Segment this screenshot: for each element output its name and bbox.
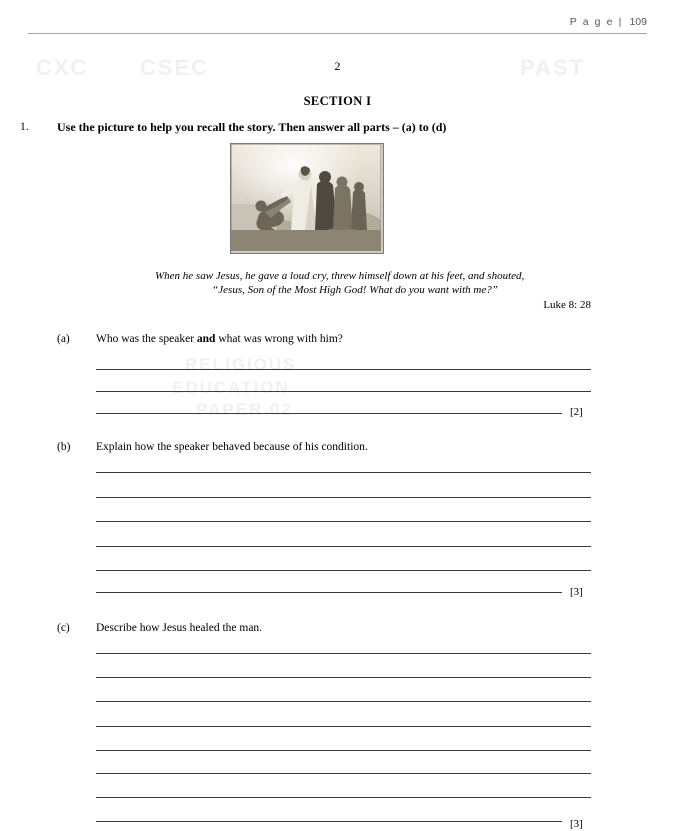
part-label-a: (a) bbox=[57, 333, 70, 345]
part-prompt-a bbox=[96, 333, 343, 345]
header-divider bbox=[28, 33, 647, 34]
answer-line[interactable] bbox=[96, 521, 591, 522]
answer-line[interactable] bbox=[96, 497, 591, 498]
quotation-line-2: “Jesus, Son of the Most High God! What do you want with me?” bbox=[212, 283, 498, 296]
answer-line[interactable] bbox=[96, 592, 562, 593]
part-label-b: (b) bbox=[57, 441, 71, 453]
folio-number: 2 bbox=[334, 59, 341, 73]
answer-line[interactable] bbox=[96, 546, 591, 547]
page-number: 109 bbox=[629, 16, 647, 28]
answer-line[interactable] bbox=[96, 797, 591, 798]
answer-line[interactable] bbox=[96, 677, 591, 678]
watermark-text: EDUCATION bbox=[172, 378, 290, 397]
marks-allocation-c: [3] bbox=[570, 818, 583, 830]
answer-line[interactable] bbox=[96, 701, 591, 702]
watermark-text: PAST bbox=[520, 55, 586, 80]
answer-line[interactable] bbox=[96, 726, 591, 727]
answer-line[interactable] bbox=[96, 472, 591, 473]
marks-allocation-a: [2] bbox=[570, 406, 583, 418]
part-b-text-before: Explain how the speaker behaved because of his condition. bbox=[96, 441, 368, 453]
part-a-text-before: Who was the speaker bbox=[96, 333, 197, 345]
watermark-text: CXC bbox=[36, 55, 89, 80]
question-illustration bbox=[230, 143, 384, 254]
part-a-text-bold: and bbox=[196, 333, 216, 345]
part-label-c: (c) bbox=[57, 622, 70, 634]
answer-line[interactable] bbox=[96, 570, 591, 571]
answer-line[interactable] bbox=[96, 653, 591, 654]
answer-line[interactable] bbox=[96, 369, 591, 370]
scripture-quotation bbox=[155, 270, 555, 298]
question-stem: Use the picture to help you recall the story. Then answer all parts – (a) to (d) bbox=[57, 120, 447, 134]
answer-line[interactable] bbox=[96, 773, 591, 774]
part-a-text-after: what was wrong with him? bbox=[215, 333, 343, 345]
answer-line[interactable] bbox=[96, 391, 591, 392]
watermark-text: CSEC bbox=[140, 55, 210, 80]
page-header bbox=[570, 16, 647, 28]
watermark-text: RELIGIOUS bbox=[185, 355, 297, 374]
scripture-reference: Luke 8: 28 bbox=[543, 299, 591, 311]
part-c-text-before: Describe how Jesus healed the man. bbox=[96, 622, 263, 634]
page-header-label: P a g e bbox=[569, 16, 615, 28]
answer-line[interactable] bbox=[96, 750, 591, 751]
watermark-text: PAPER 02 bbox=[196, 400, 293, 419]
question-number: 1. bbox=[20, 121, 29, 133]
marks-allocation-b: [3] bbox=[570, 586, 583, 598]
page-header-separator: | bbox=[618, 16, 623, 28]
illustration-svg bbox=[231, 144, 381, 251]
answer-line[interactable] bbox=[96, 821, 562, 822]
answer-line[interactable] bbox=[96, 413, 562, 414]
part-prompt-c bbox=[96, 622, 262, 634]
part-prompt-b bbox=[96, 441, 368, 453]
quotation-line-1: When he saw Jesus, he gave a loud cry, threw himself down at his feet, and shouted, bbox=[155, 270, 525, 282]
section-heading: SECTION I bbox=[303, 94, 372, 108]
